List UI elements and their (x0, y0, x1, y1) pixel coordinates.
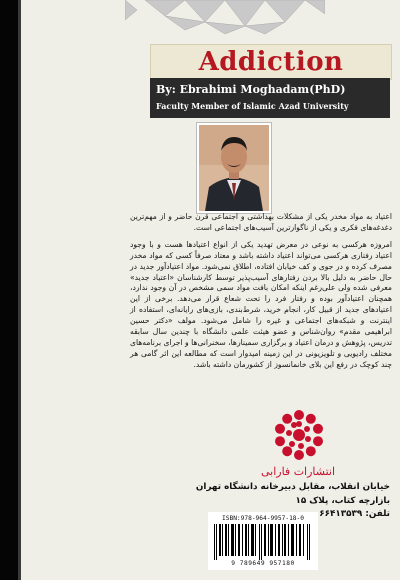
author-photo (196, 122, 272, 214)
barcode-number: 9 789649 957180 (231, 560, 295, 567)
book-description (130, 212, 392, 377)
isbn-text: ISBN:978-964-9957-18-0 (222, 515, 304, 522)
book-title: Addiction (198, 47, 344, 77)
barcode-icon (212, 524, 314, 560)
author-name: By: Ebrahimi Moghadam(PhD) (156, 83, 346, 96)
title-banner (150, 44, 392, 80)
description-paragraph: امروزه هرکسی به نوعی در معرض تهدید یکی از انواع اعتیادها هست و با وجود اعتیاد رفتاری هرکسی می‌تواند اعتیاد داشته باشد و معتاد صرفاً کسی که مواد مخدر مصرف کرده و در جوی و کف خیابان افتاده، اطلاق نمی‌شود. مواد اعتیادآور جدید در حال حاضر به دلیل بالا بردن رفتارهای آسیب‌پذیر توسط کارشناسان «اعتیاد جدید» معرفی شده ولی علی‌رغم اینکه امکان بافت مواد سمی مشخص در آن وجود ندارد، همچنان اعتیادآور بوده و رفتار فرد را تحت شعاع قرار می‌دهد. برخی از این اعتیادهای جدید از قبیل کار، انجام خرید، شرط‌بندی، بازی‌های رایانه‌ای، استفاده از اینترنت و شبکه‌های اجتماعی و غیره را شامل می‌شود. مولف «دکتر حسین ابراهیمی مقدم» روان‌شناس و عضو هیئت علمی دانشگاه با چندین سال سابقه تدریس، پژوهش و درمان اعتیاد و برگزاری سمینارها، سخنرانی‌ها و اجرای برنامه‌های مختلف رادیویی و تلویزیونی در این زمینه امیدوار است که مطالعه این اثر گامی هر چند کوچک در رفع این بلای خانمانسوز از کشورمان داشته باشد. (130, 239, 392, 369)
publisher-name: انتشارات فارابی (260, 465, 336, 478)
book-spine (0, 0, 18, 580)
phone-number: تلفن: ۶۶۴۱۳۵۳۹ (319, 509, 390, 519)
decorative-pattern (125, 0, 325, 38)
farabi-logo-icon (272, 408, 326, 462)
author-affiliation: Faculty Member of Islamic Azad University (156, 101, 349, 111)
barcode-label (208, 512, 318, 570)
address-line: بازارچه کتاب، پلاک ۱۵ (295, 495, 390, 506)
author-banner (150, 78, 390, 118)
address-line: خیابان انقلاب، مقابل دبیرخانه دانشگاه تهران (195, 482, 390, 492)
description-paragraph: اعتیاد به مواد مخدر یکی از مشکلات بهداشتی و اجتماعی قرن حاضر و از مهم‌ترین دغدغه‌های فکری و یکی از ناگوارترین آسیب‌های اجتماعی است. (130, 212, 392, 232)
author-portrait-image (199, 125, 269, 211)
